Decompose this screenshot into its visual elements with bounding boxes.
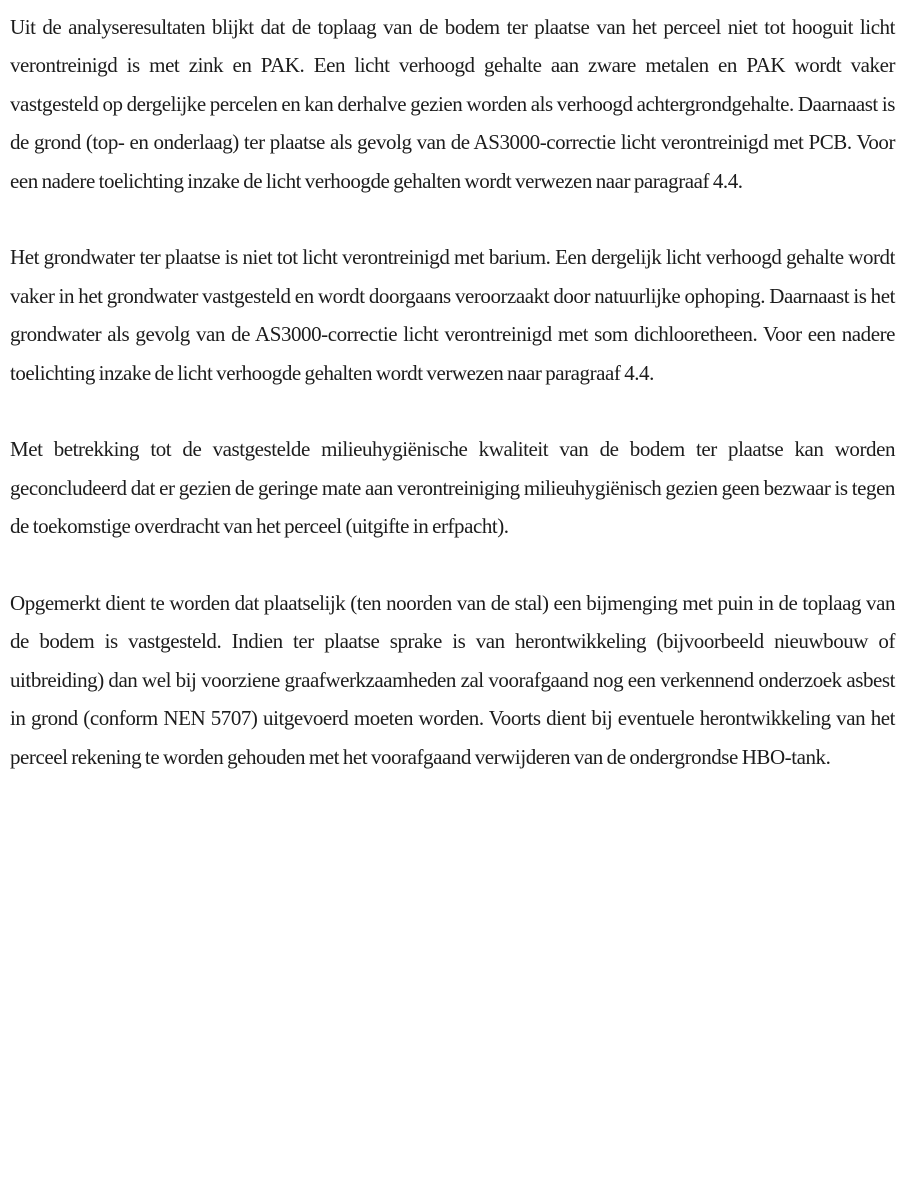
paragraph-groundwater: Het grondwater ter plaatse is niet tot licht verontreinigd met barium. Een dergelijk licht verhoogd gehalte wordt vaker in het grondwater vastgesteld en wordt doorgaans veroorzaakt door natuurlijke ophoping. Daarnaast is het grondwater als gevolg van de AS3000-correctie licht verontreinigd met som dichlooretheen. Voor een nadere toelichting inzake de licht verhoogde gehalten wordt verwezen naar paragraaf 4.4.: [10, 245, 895, 385]
paragraph-remark: Opgemerkt dient te worden dat plaatselijk (ten noorden van de stal) een bijmenging met puin in de toplaag van de bodem is vastgesteld. Indien ter plaatse sprake is van herontwikkeling (bijvoorbeeld nieuwbouw of uitbreiding) dan wel bij voorziene graafwerkzaamheden zal voorafgaand nog een verkennend onderzoek asbest in grond (conform NEN 5707) uitgevoerd moeten worden. Voorts dient bij eventuele herontwikkeling van het perceel rekening te worden gehouden met het voorafgaand verwijderen van de ondergrondse HBO-tank.: [10, 591, 895, 769]
paragraph-conclusion: Met betrekking tot de vastgestelde milieuhygiënische kwaliteit van de bodem ter plaatse kan worden geconcludeerd dat er gezien de geringe mate aan verontreiniging milieuhygiënisch gezien geen bezwaar is tegen de toekomstige overdracht van het perceel (uitgifte in erfpacht).: [10, 437, 895, 539]
paragraph-analysis-results: Uit de analyseresultaten blijkt dat de toplaag van de bodem ter plaatse van het perceel niet tot hooguit licht verontreinigd is met zink en PAK. Een licht verhoogd gehalte aan zware metalen en PAK wordt vaker vastgesteld op dergelijke percelen en kan derhalve gezien worden als verhoogd achtergrondgehalte. Daarnaast is de grond (top- en onderlaag) ter plaatse als gevolg van de AS3000-correctie licht verontreinigd met PCB. Voor een nadere toelichting inzake de licht verhoogde gehalten wordt verwezen naar paragraaf 4.4.: [10, 15, 895, 193]
